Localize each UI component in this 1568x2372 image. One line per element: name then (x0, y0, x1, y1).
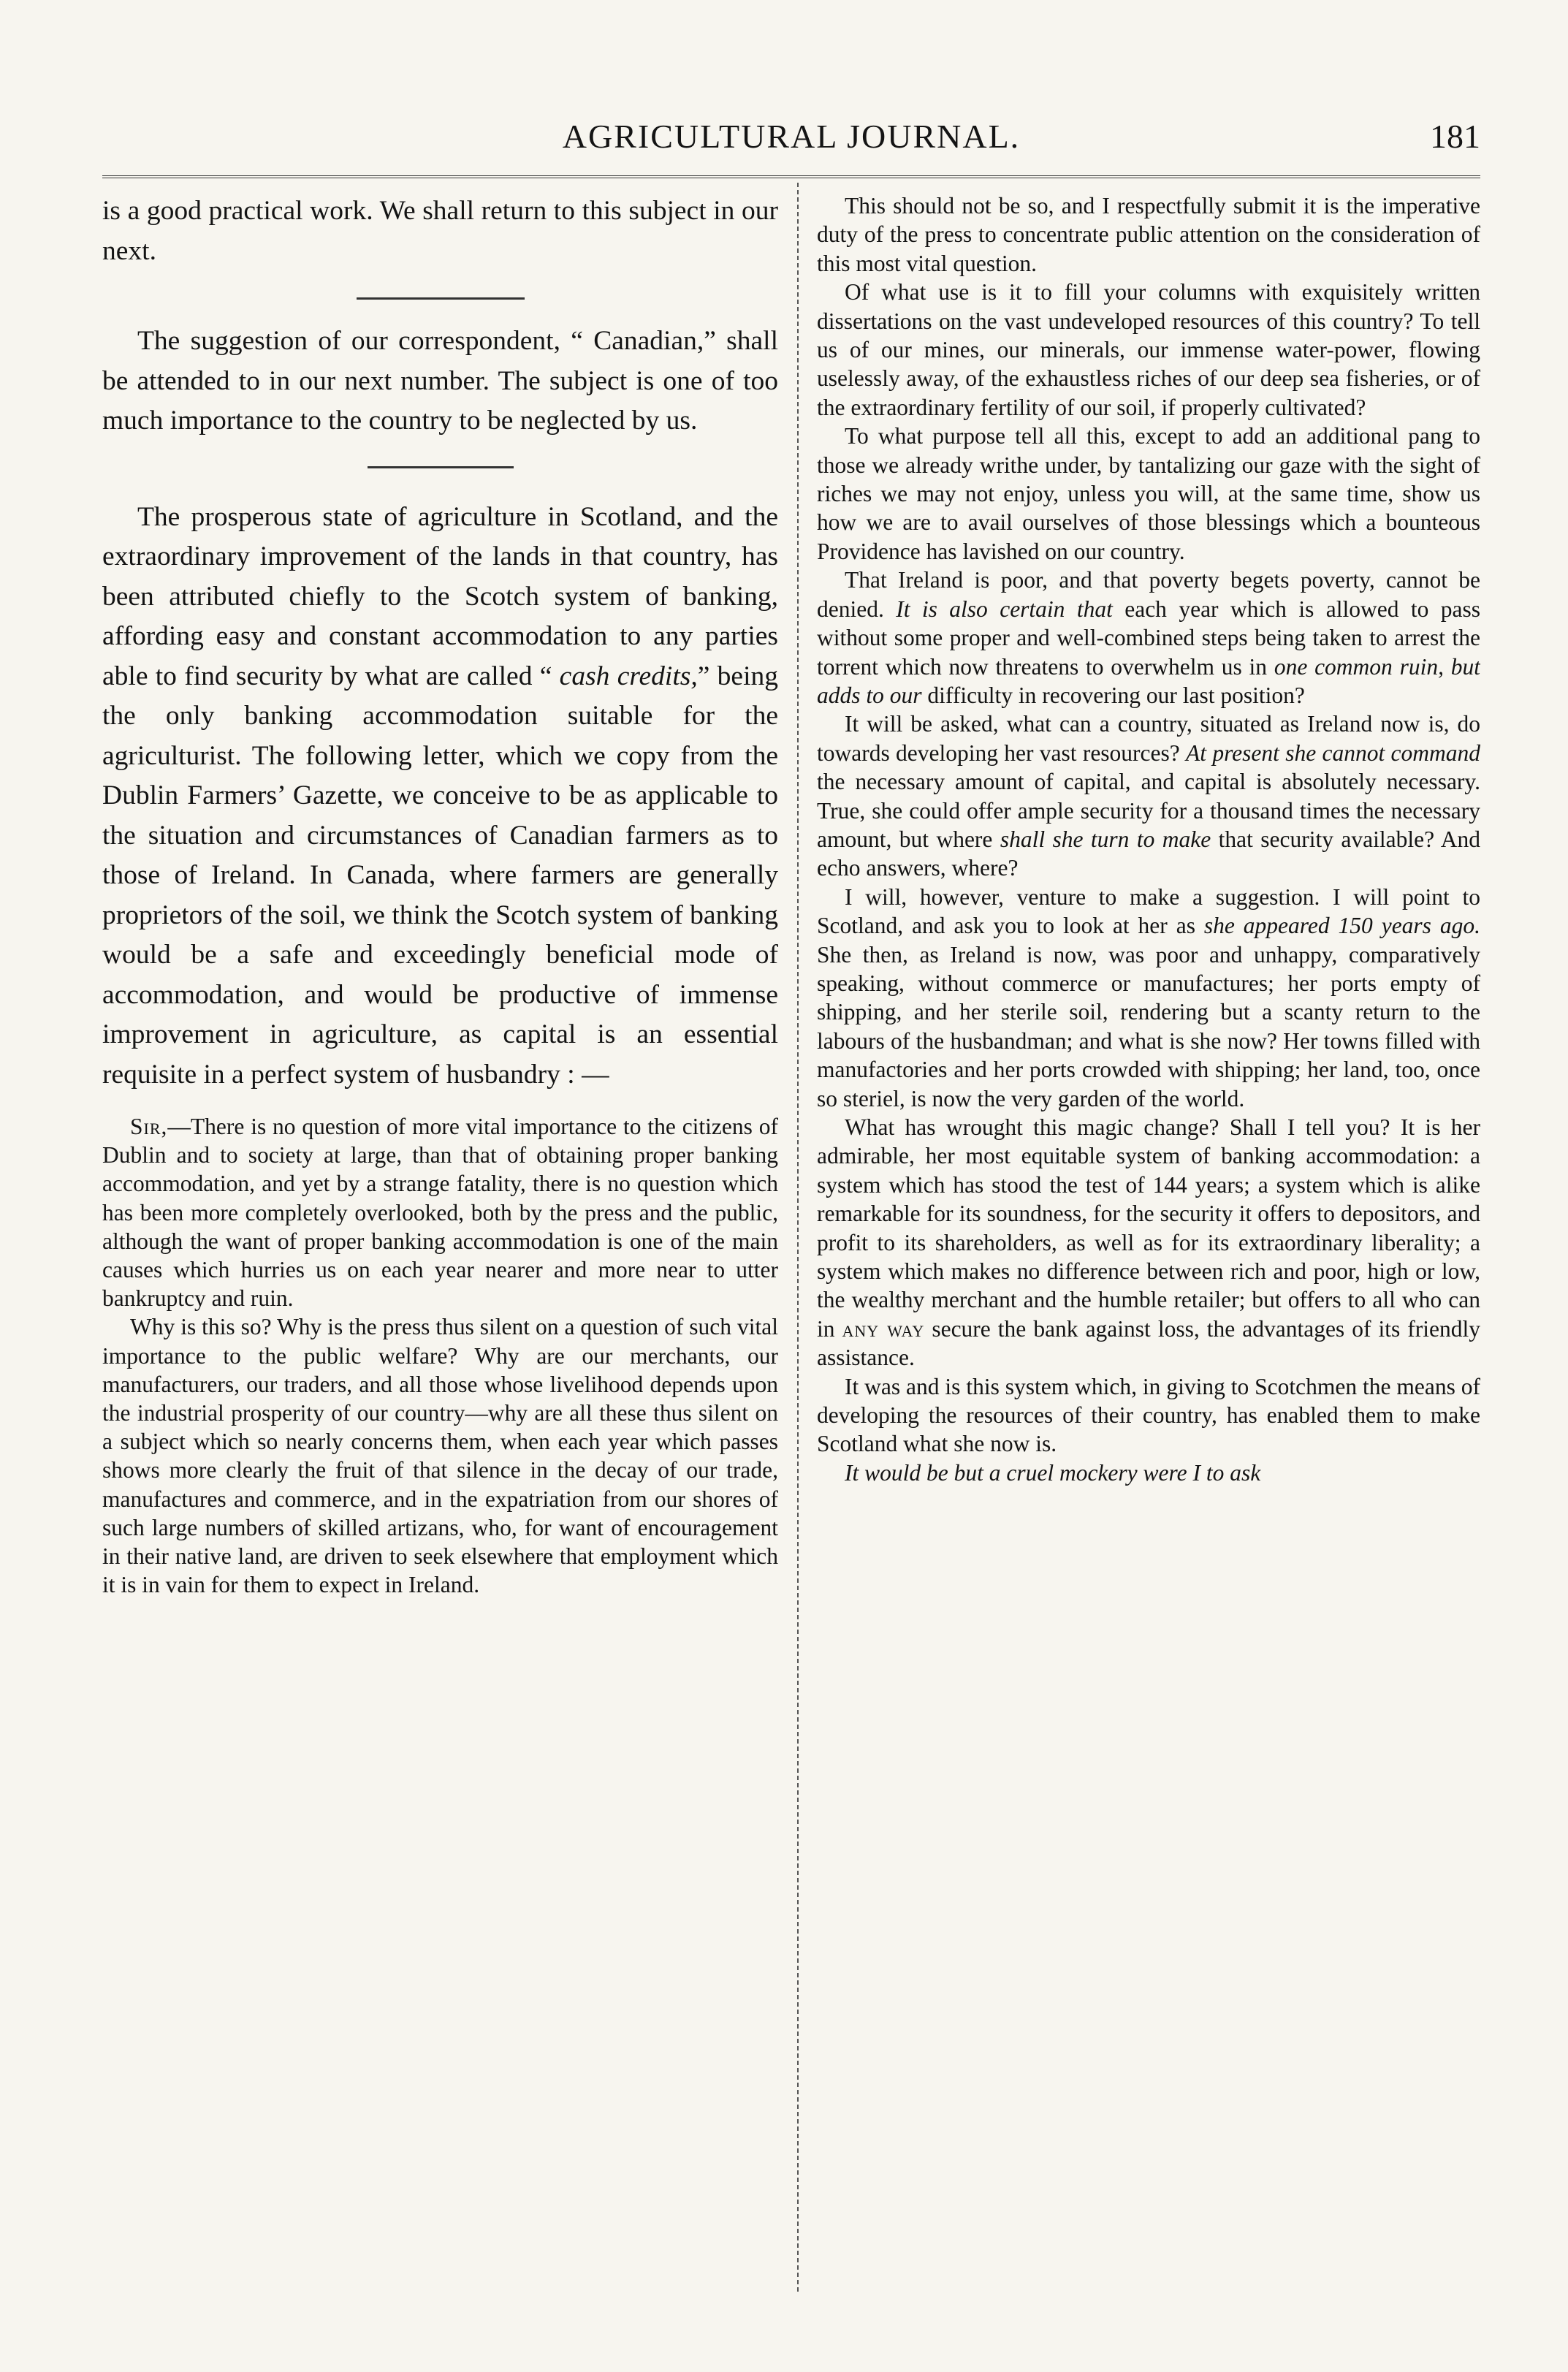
letter-paragraph: Of what use is it to fill your columns with exquisitely written dissertations on the vast undeveloped resources of this country? To tell us of our mines, our minerals, our immense water-power, flowing uselessly away, of the exhaustless riches of our deep sea fisheries, or of the extraordinary fertility of our soil, if properly cultivated? (817, 279, 1480, 420)
letter-text: that security available? And echo answers, where? (817, 826, 1480, 881)
letter-paragraph: This should not be so, and I respectfully submit it is the imperative duty of the press to concentrate public attention on the consideration of this most vital question. (817, 193, 1480, 276)
header-rule (102, 175, 1480, 178)
letter-paragraph (817, 566, 1480, 710)
letter-text: What has wrought this magic change? Shall I tell you? It is her admirable, her most equitable system of banking accommodation: a system which has stood the test of 144 years; a system which is alike remarkable for its soundness, for the security it offers to depositors, and profit to its shareholders, as well as for its extraordinary liberality; a system which makes no difference between rich and poor, high or low, the wealthy merchant and the humble retailer; but offers to all who can in (817, 1114, 1480, 1342)
intro-text: ” being the only banking accommodation suitable for the agriculturist. The following letter, which we copy from the Dublin Farmers’ Gazette, we conceive to be as applicable to the situation and circumstances of Canadian farmers as to those of Ireland. In Canada, where farmers are generally proprietors of the soil, we think the Scotch system of banking would be a safe and exceedingly beneficial mode of accommodation, and would be productive of immense improvement in agriculture, as capital is an essential requisite in a perfect system of husbandry : — (102, 661, 778, 1090)
letter-emphasis: shall she turn to make (1000, 826, 1211, 852)
letter-text: —There is no question of more vital importance to the citizens of Dublin and to society at large, than that of obtaining proper banking accommodation, and yet by a strange fatality, there is no question which has been more completely overlooked, both by the press and the public, although the want of proper banking accommodation is one of the main causes which hurries us on each year nearer and more near to utter bankruptcy and ruin. (102, 1114, 778, 1312)
column-divider (797, 183, 799, 2292)
letter-text: I will, however, venture to make a suggestion. I will point to Scotland, and ask you to look at her as (817, 883, 1480, 939)
scotch-banking-intro-paragraph (102, 498, 778, 1095)
letter-paragraph (817, 1113, 1480, 1372)
right-column (817, 191, 1480, 2314)
left-column (102, 191, 778, 2314)
letter-emphasis: At present she cannot command (1186, 740, 1480, 766)
letter-paragraph: It was and is this system which, in giving to Scotchmen the means of developing the resources of their country, has enabled them to make Scotland what she now is. (817, 1373, 1480, 1457)
section-separator (368, 466, 514, 468)
letter-text: That Ireland is poor, and that poverty begets poverty, cannot be denied. (817, 567, 1480, 622)
letter-text: secure the bank against loss, the advantages of its friendly assistance. (817, 1315, 1480, 1371)
letter-paragraph (817, 883, 1480, 1113)
letter-emphasis: It is also certain that (896, 596, 1113, 622)
letter-text: each year which is allowed to pass without some proper and well-combined steps being taken to arrest the torrent which now threatens to overwhelm us in (817, 596, 1480, 680)
letter-emphasis: she appeared 150 years ago. (1203, 913, 1480, 939)
letter-text: It will be asked, what can a country, situated as Ireland now is, do towards developing her vast resources? (817, 711, 1480, 766)
letter-paragraph (817, 710, 1480, 882)
page-number: 181 (1430, 118, 1480, 155)
running-title: AGRICULTURAL JOURNAL. (562, 118, 1021, 155)
intro-text: The prosperous state of agriculture in Scotland, and the extraordinary improvement of the lands in that country, has been attributed chiefly to the Scotch system of banking, affording easy and constant accommodation to any parties able to find security by what are called “ (102, 501, 778, 691)
letter-text: the necessary amount of capital, and capital is absolutely necessary. True, she could offer ample security for a thousand times the necessary amount, but where (817, 769, 1480, 852)
letter-text: difficulty in recovering our last position? (921, 682, 1305, 708)
letter-paragraph (817, 1459, 1480, 1487)
letter-small-caps: any way (842, 1315, 925, 1342)
page-header (102, 110, 1480, 168)
section-separator (357, 297, 525, 300)
letter-salutation: Sir, (130, 1114, 168, 1139)
letter-paragraph: Why is this so? Why is the press thus silent on a question of such vital importance to the public welfare? Why are our merchants, our manufacturers, our traders, and all those whose livelihood depends upon the industrial prosperity of our country—why are all these thus silent on a subject which so nearly concerns them, when each year which passes shows more clearly the fruit of that silence in the decay of our trade, manufactures and commerce, and in the expatriation from our shores of such large numbers of skilled artizans, who, for want of encouragement in their native land, are driven to seek elsewhere that employment which it is in vain for them to expect in Ireland. (102, 1314, 778, 1598)
continuation-paragraph: is a good practical work. We shall return to this subject in our next. (102, 196, 778, 266)
editorial-note-paragraph: The suggestion of our correspondent, “ Canadian,” shall be attended to in our next number. The subject is one of too much importance to the country to be neglected by us. (102, 326, 778, 436)
letter-emphasis: one common ruin, but adds to our (817, 653, 1480, 708)
letter-paragraph: To what purpose tell all this, except to add an additional pang to those we already writhe under, by tantalizing our gaze with the sight of riches we may not enjoy, unless you will, at the same time, show us how we are to avail ourselves of those blessings which a bounteous Providence has lavished on our country. (817, 423, 1480, 564)
letter-text: She then, as Ireland is now, was poor and unhappy, comparatively speaking, without commerce or manufactures; her ports empty of shipping, and her sterile soil, rendering but a scanty return to the labours of the husbandman; and what is she now? Her towns filled with manufactories and her ports crowded with shipping; her land, too, once so steriel, is now the very garden of the world. (817, 941, 1480, 1111)
letter-paragraph (102, 1112, 778, 1312)
intro-emphasis: cash credits, (559, 661, 698, 691)
letter-emphasis: It would be but a cruel mockery were I to ask (845, 1459, 1261, 1486)
